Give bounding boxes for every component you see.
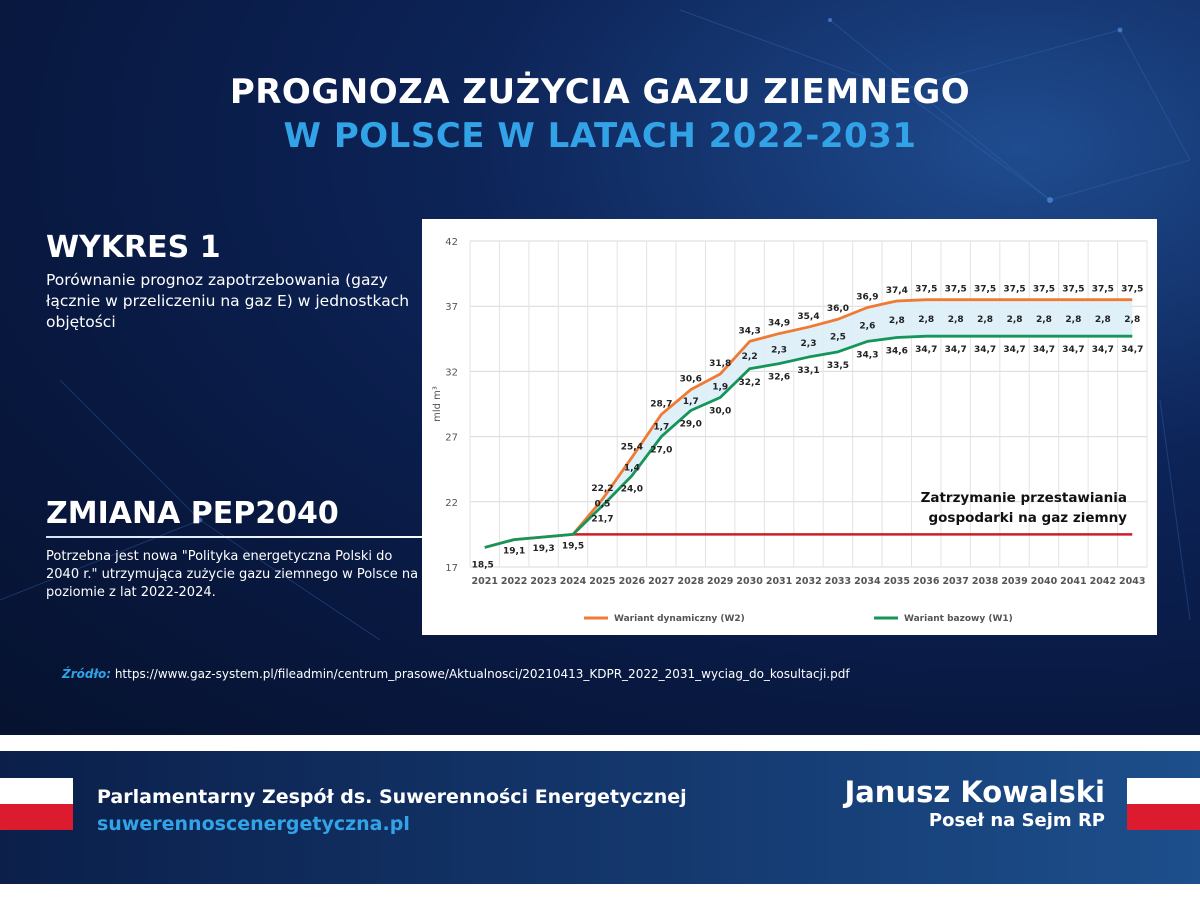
x-tick-label: 2030 [736,576,763,587]
zmiana-heading: ZMIANA PEP2040 [46,496,339,531]
page-title-line1: PROGNOZA ZUŻYCIA GAZU ZIEMNEGO [229,72,971,112]
base-data-label: 30,0 [709,406,732,417]
dynamic-data-label: 37,5 [973,284,997,295]
x-tick-label: 2031 [765,576,793,587]
y-tick-label: 37 [445,302,458,314]
page-title-line2: W POLSCE W LATACH 2022-2031 [283,116,917,156]
difference-label: 2,8 [977,314,994,325]
organization-name: Parlamentarny Zespół ds. Suwerenności Energetycznej [97,786,687,808]
source-label: Źródło: [62,667,111,681]
x-tick-label: 2032 [795,576,822,587]
base-data-label: 18,5 [471,560,494,571]
annotation-line1: Zatrzymanie przestawiania [920,490,1127,506]
x-tick-label: 2038 [971,576,999,587]
dynamic-data-label: 34,3 [738,326,761,337]
person-role: Poseł na Sejm RP [928,810,1105,831]
difference-label: 2,8 [947,314,964,325]
x-tick-label: 2029 [706,576,734,587]
dynamic-data-label: 36,9 [856,292,879,303]
base-data-label: 19,1 [503,546,526,557]
x-tick-label: 2021 [471,576,498,587]
x-tick-label: 2039 [1001,576,1028,587]
y-tick-label: 42 [445,237,458,248]
base-data-label: 34,7 [915,345,938,356]
base-data-label: 34,3 [856,350,879,361]
dynamic-data-label: 37,5 [1032,284,1056,295]
footer-bottom-stripe [0,884,1200,900]
y-tick-label: 17 [445,563,458,574]
dynamic-data-label: 37,5 [1091,284,1114,295]
dynamic-data-label: 30,6 [679,374,702,385]
dynamic-data-label: 37,4 [885,285,908,296]
difference-label: 0,5 [594,499,611,510]
difference-label: 1,4 [623,463,640,474]
base-data-label: 27,0 [650,445,673,456]
x-tick-label: 2025 [589,576,616,587]
annotation-line2: gospodarki na gaz ziemny [928,510,1127,526]
wykres-heading: WYKRES 1 [46,230,221,265]
gas-consumption-chart [422,219,1157,635]
legend-base-label: Wariant bazowy (W1) [904,614,1013,624]
difference-label: 2,8 [1006,314,1023,325]
dynamic-data-label: 37,5 [944,284,967,295]
y-tick-label: 32 [445,367,458,379]
x-tick-label: 2041 [1060,576,1087,587]
x-tick-label: 2042 [1089,576,1117,587]
base-data-label: 19,5 [561,541,585,552]
y-tick-label: 27 [445,432,458,444]
difference-label: 2,8 [918,314,935,325]
person-name: Janusz Kowalski [844,775,1105,809]
x-tick-label: 2040 [1030,576,1058,587]
difference-label: 2,3 [771,345,788,356]
difference-label: 2,2 [741,352,758,363]
difference-label: 2,3 [800,339,817,350]
difference-label: 2,6 [859,321,876,332]
dynamic-data-label: 37,5 [1003,284,1026,295]
legend-dynamic-label: Wariant dynamiczny (W2) [614,614,745,624]
base-data-label: 33,5 [826,360,850,371]
base-data-label: 34,7 [1032,345,1056,356]
difference-label: 1,7 [653,422,670,433]
difference-label: 2,5 [829,332,846,343]
poland-flag-right-icon [1127,778,1200,830]
chart-panel [422,219,1157,635]
dynamic-data-label: 31,8 [709,359,732,370]
x-tick-label: 2043 [1119,576,1146,587]
difference-label: 2,8 [1094,314,1111,325]
wykres-description: Porównanie prognoz zapotrzebowania (gazy łącznie w przeliczeniu na gaz E) w jednostkach objętości [46,271,410,331]
x-tick-label: 2036 [913,576,940,587]
zmiana-description: Potrzebna jest nowa "Polityka energetyczna Polski do 2040 r." utrzymująca zużycie gazu ziemnego w Polsce na poziomie z lat 2022-2024. [46,549,419,600]
x-tick-label: 2023 [530,576,557,587]
dynamic-data-label: 37,5 [1062,284,1085,295]
base-data-label: 34,7 [1091,345,1114,356]
dynamic-data-label: 34,9 [767,318,791,329]
x-tick-label: 2026 [618,576,646,587]
x-tick-label: 2033 [824,576,852,587]
x-tick-label: 2028 [677,576,704,587]
base-data-label: 29,0 [679,419,702,430]
base-data-label: 32,6 [767,372,791,383]
zmiana-divider [46,536,470,538]
difference-label: 1,9 [712,382,729,393]
x-tick-label: 2037 [942,576,969,587]
x-tick-label: 2027 [648,576,675,587]
x-tick-label: 2022 [500,576,528,587]
source-line [62,667,850,681]
base-data-label: 34,6 [885,346,908,357]
website-link[interactable]: suwerennoscenergetyczna.pl [97,813,410,835]
dynamic-data-label: 37,5 [1121,284,1144,295]
base-data-label: 19,3 [532,544,555,555]
x-tick-label: 2024 [559,576,587,587]
y-axis-label: mld m³ [432,386,443,422]
dynamic-data-label: 36,0 [826,304,850,315]
base-data-label: 34,7 [1003,345,1026,356]
base-data-label: 34,7 [1062,345,1085,356]
difference-label: 2,8 [1036,314,1052,325]
dynamic-data-label: 37,5 [915,284,938,295]
dynamic-data-label: 22,2 [591,484,614,495]
base-data-label: 21,7 [591,514,614,525]
difference-label: 1,7 [682,397,699,408]
y-tick-label: 22 [445,497,458,509]
dynamic-data-label: 35,4 [797,312,820,323]
base-data-label: 34,7 [1121,345,1144,356]
footer-top-stripe [0,735,1200,751]
x-tick-label: 2034 [854,576,881,587]
dynamic-data-label: 28,7 [650,399,673,410]
poland-flag-left-icon [0,778,73,830]
base-data-label: 34,7 [944,345,967,356]
x-tick-label: 2035 [883,576,911,587]
base-data-label: 33,1 [797,366,820,377]
base-data-label: 24,0 [620,484,644,495]
base-data-label: 32,2 [738,377,761,388]
base-data-label: 34,7 [973,345,997,356]
difference-label: 2,8 [1065,314,1082,325]
difference-label: 2,8 [1124,314,1141,325]
difference-label: 2,8 [888,316,905,327]
source-url[interactable]: https://www.gaz-system.pl/fileadmin/centrum_prasowe/Aktualnosci/20210413_KDPR_2022_2031_wyciag_do_kosultacji.pdf [114,667,850,681]
dynamic-data-label: 25,4 [620,442,644,453]
